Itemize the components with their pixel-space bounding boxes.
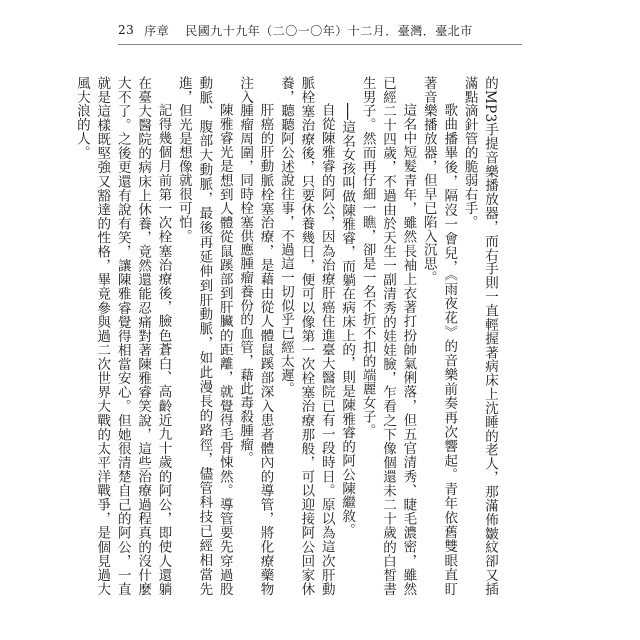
paragraph: 歌曲播畢後，隔沒一會兒，《雨夜花》的音樂前奏再次響起。青年依舊雙眼直盯著音樂播放器，但早已陷入沉思。 (420, 76, 458, 596)
paragraph: 陳雅睿光是想到人體從鼠蹊部到肝臟的距離，就覺得毛骨悚然。導管要先穿過股動脈、腹部大動脈，最後再延伸到肝動脈，如此漫長的路徑，儘管科技已經相當先進，但光是想像就很可怕。 (175, 76, 233, 596)
paragraph: 記得幾個月前第一次栓塞治療後，臉色蒼白、高齡近九十歲的阿公，即使人還躺在臺大醫院的病床上休養，竟然還能忍痛對著陳雅睿笑說，這些治療過程真的沒什麼大不了。之後更還有說有笑，讓陳雅睿覺得相當安心。但她很清楚自己的阿公，一直就是這樣既堅強又豁達的性格，畢竟參與過二次世界大戰的太平洋戰爭，是個見過大風大浪的人。 (73, 76, 172, 596)
paragraph: 的MP3手提音樂播放器，而右手則一直輕握著病床上沈睡的老人，那滿佈皺紋卻又插滿點滴針管的脆弱右手。 (461, 76, 498, 596)
vertical-body-text (73, 76, 500, 596)
section-title: 序章 (144, 23, 170, 38)
paragraph: 肝癌的肝動脈栓塞治療，是藉由從人體鼠蹊部深入患者體內的導管，將化療藥物注入腫瘤周圍，同時栓塞供應腫瘤養份的血管，藉此毒殺腫瘤。 (237, 76, 274, 596)
paragraph: 這名中短髮青年，雖然長袖上衣著打扮帥氣俐落，但五官清秀、睫毛濃密，雖然已經二十四歲，不過由於天生一副清秀的娃娃臉，乍看之下像個還未二十歲的白皙書生男子。然而再仔細一瞧，卻是一名不折不扣的端麗女子。 (359, 76, 417, 596)
running-header (118, 22, 473, 38)
paragraph: ──這名女孩叫做陳雅睿，而躺在病床上的，則是陳雅睿的阿公陳繼敘。 (339, 103, 356, 538)
paragraph: 自從陳雅睿的阿公，因為治療肝癌住進臺大醫院已有一段時日。原以為這次肝動脈栓塞治療後，只要休養幾日，便可以像第一次栓塞治療那般，可以迎接阿公回家休養，聽聽阿公述說往事，不過這一切似乎已經太遲。 (277, 76, 335, 596)
page-number: 23 (118, 23, 135, 37)
chapter-date-place: 民國九十九年（二〇一〇年）十二月．臺灣．臺北市 (185, 23, 473, 38)
header-divider (118, 44, 522, 45)
